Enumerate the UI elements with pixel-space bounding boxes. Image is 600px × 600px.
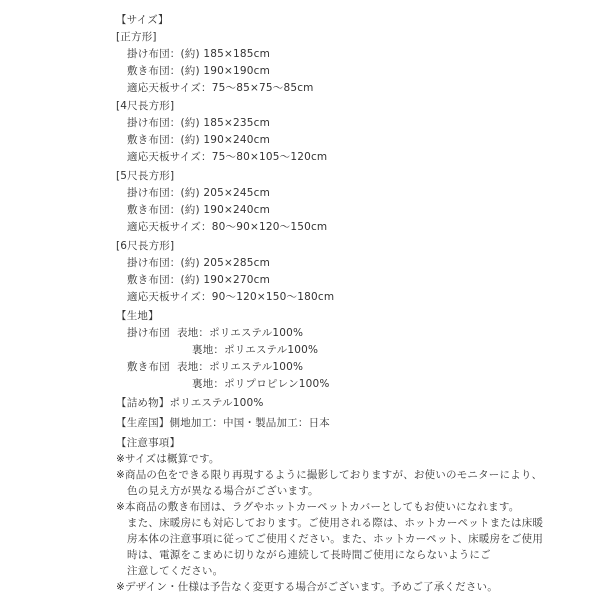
note-line: ※商品の色をできる限り再現するように撮影しておりますが、お使いのモニターにより、 — [116, 469, 543, 481]
size-group-title: [6尺長方形] — [116, 240, 175, 252]
note-line: 時は、電源をこまめに切りながら連続して長時間ご使用にならないようにご — [127, 549, 491, 561]
note-line: また、床暖房にも対応しております。ご使用される際は、ホットカーペットまたは床暖 — [127, 517, 544, 529]
fabric-category: 敷き布団 — [127, 361, 170, 373]
origin-row — [116, 416, 330, 430]
size-line: 適応天板サイズ：75～80×105～120cm — [127, 151, 328, 163]
fabric-category: 掛け布団 — [127, 327, 170, 339]
size-line: 敷き布団：(約) 190×270cm — [127, 274, 271, 286]
notes-heading: 【注意事項】 — [116, 437, 181, 449]
size-line: 敷き布団：(約) 190×190cm — [127, 65, 271, 77]
size-line: 適応天板サイズ：90～120×150～180cm — [127, 291, 335, 303]
size-line: 適応天板サイズ：75～85×75～85cm — [127, 82, 314, 94]
note-line: ※デザイン・仕様は予告なく変更する場合がございます。予めご了承ください。 — [116, 581, 498, 593]
filling-value: ポリエステル100% — [169, 397, 264, 409]
fabric-side: 表地：ポリエステル100% — [177, 361, 304, 373]
size-line: 敷き布団：(約) 190×240cm — [127, 204, 271, 216]
fabric-side: 裏地：ポリエステル100% — [192, 344, 319, 356]
filling-heading: 【詰め物】 — [116, 397, 170, 409]
origin-heading: 【生産国】 — [116, 417, 170, 429]
fabric-side: 裏地：ポリプロピレン100% — [192, 378, 330, 390]
size-line: 掛け布団：(約) 185×185cm — [127, 48, 271, 60]
size-group-title: [5尺長方形] — [116, 170, 175, 182]
size-line: 掛け布団：(約) 185×235cm — [127, 117, 271, 129]
size-group-title: [正方形] — [116, 31, 157, 43]
note-line: 房本体の注意事項に従ってご使用ください。また、ホットカーペット、床暖房をご使用 — [127, 533, 544, 545]
filling-row — [116, 396, 264, 410]
size-heading: 【サイズ】 — [116, 14, 169, 26]
size-line: 掛け布団：(約) 205×285cm — [127, 257, 271, 269]
note-line: 色の見え方が異なる場合がございます。 — [127, 485, 319, 497]
size-line: 適応天板サイズ：80～90×120～150cm — [127, 221, 328, 233]
note-line: ※サイズは概算です。 — [116, 453, 220, 465]
note-line: ※本商品の敷き布団は、ラグやホットカーペットカバーとしてもお使いになれます。 — [116, 501, 520, 513]
fabric-side: 表地：ポリエステル100% — [177, 327, 304, 339]
origin-value: 側地加工：中国・製品加工：日本 — [169, 417, 330, 429]
note-line: 注意してください。 — [127, 565, 224, 577]
size-group-title: [4尺長方形] — [116, 100, 175, 112]
size-line: 敷き布団：(約) 190×240cm — [127, 134, 271, 146]
size-line: 掛け布団：(約) 205×245cm — [127, 187, 271, 199]
fabric-heading: 【生地】 — [116, 310, 159, 322]
